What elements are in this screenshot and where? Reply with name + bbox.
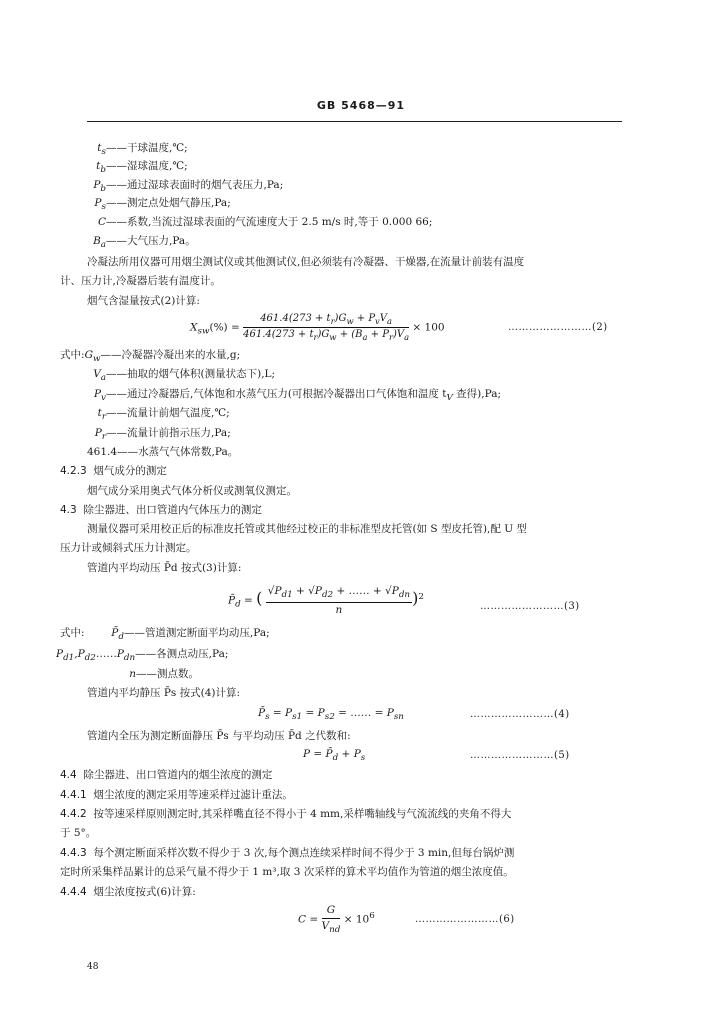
def-pd-points: $P_{d1},P_{d2}\dots\dots P_{dn}——$各测点动压,Pa; (56, 648, 229, 664)
equation-5: $P = P̄_d + P_s$ (303, 748, 366, 764)
def-ts: $t_s——$干球温度,℃; (97, 142, 188, 158)
eq3-number: ……………………(3) (480, 601, 580, 612)
para-condense-1: 冷凝法所用仪器可用烟尘测试仪或其他测试仪,但必须装有冷凝器、干燥器,在流量计前装有温度 (87, 256, 525, 268)
def-ps: $P_s——$测定点处烟气静压,Pa; (94, 197, 231, 213)
section-4-3-title: 4.3 除尘器进、出口管道内气体压力的测定 (60, 504, 262, 516)
def-gw: 式中$:G_w——$冷凝器冷凝出来的水量,g; (60, 349, 241, 365)
section-4-2-3-title: 4.2.3 烟气成分的测定 (60, 465, 167, 477)
standard-header: GB 5468—91 (316, 99, 406, 112)
eq5-number: ……………………(5) (470, 750, 570, 761)
def-pv: $P_v——$通过冷凝器后,气体饱和水蒸气压力(可根据冷凝器出口气体饱和温度 $t_V$ 查得),Pa; (93, 388, 501, 404)
eq3-intro: 管道内平均动压 P̄d 按式(3)计算: (87, 562, 242, 574)
equation-4: $P̄_s = P_{s1} = P_{s2}$ = …… = $P_{sn}$ (258, 707, 404, 723)
section-4-3-body-1: 测量仪器可采用校正后的标准皮托管或其他经过校正的非标准型皮托管(如 S 型皮托管),配 U 型 (87, 523, 527, 535)
def-ba: $B_a——$大气压力,Pa。 (93, 235, 196, 251)
section-4-2-3-body: 烟气成分采用奥式气体分析仪或测氧仪测定。 (87, 485, 297, 497)
equation-6: C = $\frac{G}{V_{nd}}$ × $10^6$ (298, 904, 375, 935)
def-tr: $t_r——$流量计前烟气温度,℃; (97, 407, 230, 423)
page-number: 48 (87, 962, 99, 972)
equation-3: $P̄_d$ = ( $\frac{√P_{d1} + √P_{d2} + \dots\dots + √P_{dn}}{n}$ )$^2$ (228, 585, 424, 616)
section-4-4-2-line1: 4.4.2 按等速采样原则测定时,其采样嘴直径不得小于 4 mm,采样嘴轴线与气流流线的夹角不得大 (60, 808, 512, 820)
section-4-4-3-line2: 定时所采集样品累计的总采气量不得少于 1 m³,取 3 次采样的算术平均值作为管道的烟尘浓度值。 (60, 866, 514, 878)
para-condense-2: 计、压力计,冷凝器后装有温度计。 (60, 275, 221, 287)
section-4-4-1: 4.4.1 烟尘浓度的测定采用等速采样过滤计重法。 (60, 789, 293, 801)
eq4-number: ……………………(4) (470, 709, 570, 720)
def-pd-avg: 式中: $P̄_d——$管道测定断面平均动压,Pa; (60, 627, 270, 643)
def-va: $V_a——$抽取的烟气体积(测量状态下),L; (93, 368, 276, 384)
section-4-3-body-2: 压力计或倾斜式压力计测定。 (60, 542, 197, 554)
def-pr: $P_r——$流量计前指示压力,Pa; (94, 427, 231, 443)
eq5-intro: 管道内全压为测定断面静压 P̄s 与平均动压 P̄d 之代数和: (87, 730, 351, 742)
eq4-intro: 管道内平均静压 P̄s 按式(4)计算: (87, 687, 241, 699)
eq2-intro: 烟气含湿量按式(2)计算: (87, 295, 200, 307)
section-4-4-title: 4.4 除尘器进、出口管道内的烟尘浓度的测定 (60, 769, 273, 781)
eq2-number: ……………………(2) (508, 322, 608, 333)
section-4-4-2-line2: 于 5°。 (60, 827, 97, 839)
def-c: C——系数,当流过湿球表面的气流速度大于 2.5 m/s 时,等于 0.000 66; (97, 216, 433, 228)
header-rule (87, 121, 622, 122)
equation-2: $X_{sw}(\%)$ = $\frac{461.4(273 + t_r)G_w + P_vV_a}{461.4(273 + t_r)G_w + (B_a + P_r)V_a}$ × 100 (190, 313, 445, 342)
def-tb: $t_b——$湿球温度,℃; (96, 160, 188, 176)
section-4-4-4: 4.4.4 烟尘浓度按式(6)计算: (60, 886, 196, 898)
def-pb: $P_b——$通过湿球表面时的烟气表压力,Pa; (93, 179, 284, 195)
section-4-4-3-line1: 4.4.3 每个测定断面采样次数不得少于 3 次,每个测点连续采样时间不得少于 3 min,但每台锅炉测 (60, 847, 515, 859)
def-4614: 461.4——水蒸气气体常数,Pa。 (87, 446, 239, 458)
def-n: n——测点数。 (129, 668, 199, 680)
eq6-number: ……………………(6) (415, 914, 515, 925)
